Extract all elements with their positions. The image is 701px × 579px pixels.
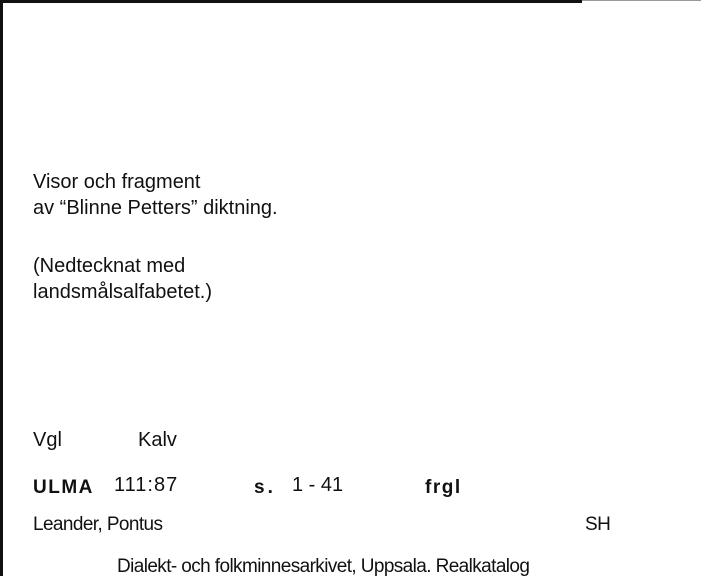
title-line-1: Visor och fragment [33, 171, 201, 193]
region-label: Vgl [33, 429, 62, 451]
footer-archive: Dialekt- och folkminnesarkivet, Uppsala. Realkatalog [117, 556, 530, 577]
title-line-2: av “Blinne Petters” diktning. [33, 197, 278, 219]
collector-name: Leander, Pontus [33, 514, 163, 535]
archive-code: ULMA [33, 477, 94, 498]
card-top-edge [0, 0, 582, 3]
pages-label: s. [254, 477, 276, 498]
card-left-edge [0, 0, 3, 576]
pages-range: 1 - 41 [292, 474, 344, 496]
card-top-edge-faint [582, 0, 701, 1]
initials: SH [585, 514, 611, 535]
category-code: frgl [425, 477, 462, 498]
note-line-1: (Nedtecknat med [33, 255, 186, 277]
parish-label: Kalv [138, 429, 177, 451]
note-line-2: landsmålsalfabetet.) [33, 281, 212, 303]
record-number: 111:87 [114, 474, 179, 496]
